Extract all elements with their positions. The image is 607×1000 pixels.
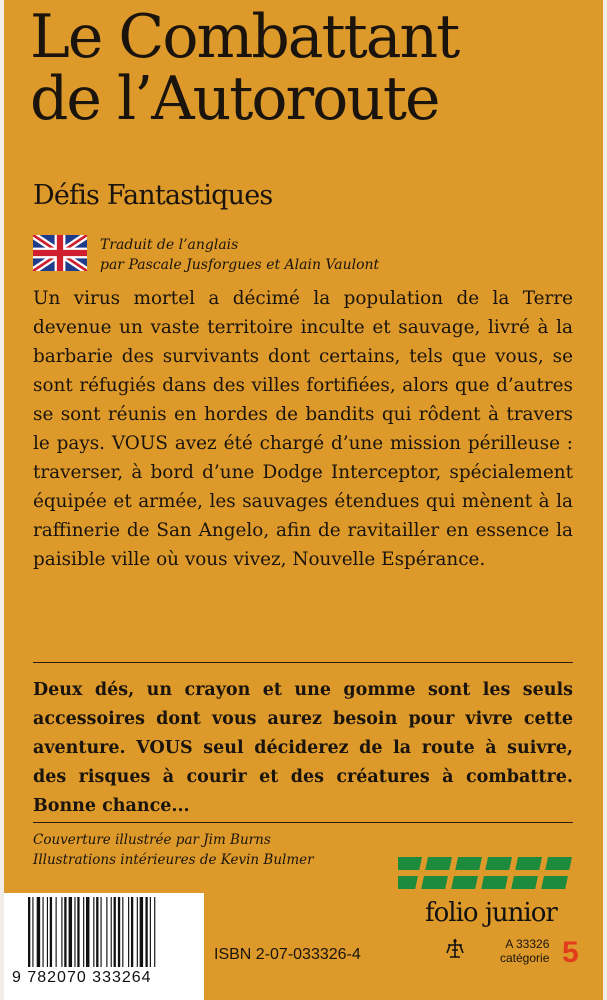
series-name: Défis Fantastiques bbox=[33, 180, 273, 211]
category-number: 5 bbox=[562, 936, 579, 969]
left-edge bbox=[0, 0, 4, 1000]
synopsis: Un virus mortel a décimé la population de la Terre devenue un vaste territoire inculte et sauvage, livré à la barbarie des survivants dont certains, tels que vous, se sont réfugiés dans des villes fortifiées, alors que d’autres se sont réunis en hordes de bandits qui rôdent à travers le pays. VOUS avez été chargé d’une mission périlleuse : traverser, à bord d’une Dodge Interceptor, spécialement équipée et armée, les sauvages étendues qui mènent à la raffinerie de San Angelo, afin de ravitailler en essence la paisible ville où vous vivez, Nouvelle Espérance. bbox=[33, 288, 573, 570]
imprint-logo: folio junior bbox=[425, 898, 557, 928]
translation-line2: par Pascale Jusforgues et Alain Vaulont bbox=[100, 257, 380, 273]
translation-line1: Traduit de l’anglais bbox=[100, 237, 239, 253]
interior-credit: Illustrations intérieures de Kevin Bulmer bbox=[33, 852, 314, 868]
barcode-panel bbox=[4, 893, 204, 1000]
divider-bottom bbox=[33, 822, 573, 823]
category-label: catégorie bbox=[500, 951, 550, 965]
isbn: ISBN 2-07-033326-4 bbox=[214, 946, 361, 963]
right-edge bbox=[603, 0, 607, 1000]
gallimard-emblem-icon bbox=[444, 937, 466, 959]
book-title bbox=[30, 2, 600, 134]
union-jack-flag-icon bbox=[33, 235, 87, 271]
folio-stripes-icon bbox=[398, 857, 576, 891]
translation-credit bbox=[100, 235, 379, 275]
reference-block bbox=[500, 937, 549, 965]
barcode-digits: 9 782070 333264 bbox=[12, 969, 152, 986]
cover-credit: Couverture illustrée par Jim Burns bbox=[33, 832, 271, 848]
illustration-credits bbox=[33, 830, 314, 870]
book-title-line2: de l’Autoroute bbox=[30, 64, 439, 134]
reference-code: A 33326 bbox=[505, 937, 550, 951]
play-instructions: Deux dés, un crayon et une gomme sont les seuls accessoires dont vous aurez besoin pour vivre cette aventure. VOUS seul déciderez de la route à suivre, des risques à courir et des créatures à combattre. Bonne chance... bbox=[33, 680, 573, 816]
barcode-icon bbox=[26, 897, 194, 967]
divider-top bbox=[33, 662, 573, 663]
book-title-line1: Le Combattant bbox=[30, 2, 459, 72]
